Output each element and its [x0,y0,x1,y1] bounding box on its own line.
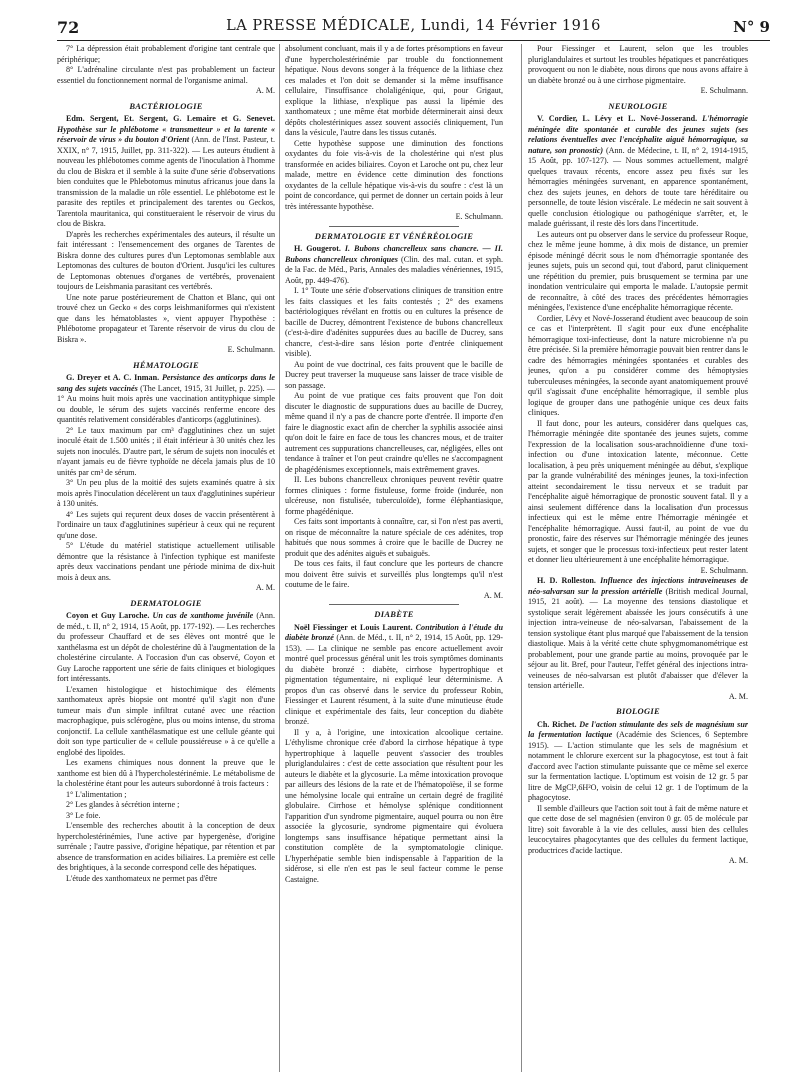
reference-text: (Clin. des mal. cutan. et syph. de la Fac. de Méd., Paris, Annales des maladies vénériennes, 1915, Août, pp. 449-476). [285,254,503,285]
reference-text: (Ann. de méd., t. II, n° 2, 1914, 15 Août, pp. 177-192). — Les recherches du professeur Chauffard et de ses élèves ont montré que le xanthélasma est un dépôt de cholestérine dû à l'augmentation de la cholestérine circulante. A l'occasion d'un cas observé, Coyon et Guy Laroche rapportent une série de faits cliniques et biologiques fort intéressants. [57,611,275,683]
paragraph: Pour Fiessinger et Laurent, selon que les troubles pluriglandulaires et surtout les troubles hépatiques et pancréatiques provoquent ou non le diabète, nous dirons que nous avons affaire à un diabète bronzé ou à une cirrhose pigmentaire. [528,44,748,85]
paragraph: 8° L'adrénaline circulante n'est pas probablement un facteur essentiel du fonctionnement normal de l'organisme animal. [57,65,275,85]
section-rule [329,226,460,227]
paragraph: Au point de vue doctrinal, ces faits prouvent que le bacille de Ducrey peut traverser la muqueuse sans laisser de trace visible de son passage. [285,359,503,390]
section-heading: BACTÉRIOLOGIE [129,100,203,111]
author: H. D. Rolleston. [537,576,596,585]
paragraph: Les auteurs ont pu observer dans le service du professeur Roque, chez le même jeune homme, à dix mois de distance, un premier épisode méningé décrit sous le nom d'hémorragie spontanée des jeunes sujets, puis un second qui, tout d'abord, parut cliniquement une répétition du premier, puis brusquement se termina par une inondation ventriculaire qui emporta le malade. L'autopsie permit de reconnaître, à côté des traces des précédentes hémorragies méningées, l'existence d'une encéphalite hémorragique récente. [528,229,748,312]
paragraph: II. Les bubons chancrelleux chroniques peuvent revêtir quatre formes cliniques : forme fistuleuse, forme froide (indurée, non ulcéreuse, non fistulisée, tuberculoïde), forme éléphantiasique, forme phagédénique. [285,475,503,516]
paragraph: Il faut donc, pour les auteurs, considérer dans quelques cas, l'hémorragie méningée dite spontanée des jeunes sujets, comme l'expression de la localisation sous-arachnoïdienne d'une toxi-infection ou d'une intoxication latente, méconnue. Cette localisation, à peu près uniquement méningée au début, s'explique par la grande vulnérabilité des méninges jeunes, la toxi-infection atteint secondairement le tissu nerveux et se traduit par l'encéphalite aiguë hémorragique de pronostic souvent fatal. Il y a ainsi seulement différence dans la localisation d'un processus infectieux qui est le même entre l'hémorragie méningée et l'encéphalite hémorragique. Aussi faut-il, au point de vue du pronostic, faire des réserves sur l'hémorragie méningée des jeunes sujets, et songer que le processus toxi-infectieux peut rester latent et donner lieu ultérieurement à une encéphalite hémorragique. [528,418,748,564]
signature: A. M. [728,856,748,865]
paragraph: Au point de vue pratique ces faits prouvent que l'on doit discuter le diagnostic de suppurations dues au bacille de Ducrey, même quand il n'y a pas de chancre porte d'entrée. Il importe d'en faire le diagnostic exact afin de chercher la syphilis associée ainsi qu'on doit le faire en face de tous les chancres mous, et de traiter autrement ces suppurations chancrelleuses, car, négligées, elles ont tendance à traîner et l'on peut craindre qu'elles ne s'accompagnent de phagédénismes exceptionnels, mais extrêmement graves. [285,391,503,474]
article-title: L'hémorragie méningée dite spontanée et curable des jeunes sujets (ses relations éventuelles avec l'encéphalite aiguë hémorragique, sa nature, son pronostic) [528,114,748,155]
abstract-entry [285,244,503,286]
paragraph: Cette hypothèse suppose une diminution des fonctions oxydantes du foie vis-à-vis de la cholestérine qui n'est plus transformée en acides biliaires. Coyon et Laroche ont pu, chez leur malade, mettre en évidence cette diminution des fonctions oxydantes de la cellule hépatique vis-à-vis du soufre : c'est là un point de concordance, qui permet de donner un certain poids à leur très intéressante hypothèse. [285,138,503,211]
paragraph: Ces faits sont importants à connaître, car, si l'on n'est pas averti, on risque de méconnaître la nature spéciale de ces adénites, trop habitués que nous sommes à croire que le bacille de Ducrey ne produit que des adénites aiguës et subaiguës. [285,517,503,558]
reference-text: (Académie des Sciences, 6 Septembre 1915). — L'action stimulante que les sels de magnésium et notamment le chlorure exercent sur la phagocytose, est tout à fait d'accord avec l'action stimulante puissante que ce même sel exerce sur la fermentation lactique. L'optimum est voisin de 12 gr. 5 par litre de MgCl²,6H²O, voisin de celui 12 gr. 1 de l'optimum de la phagocytose. [528,730,748,802]
abstract-entry [528,576,748,692]
signature: A. M. [255,583,275,592]
issue-number: N° 9 [733,18,770,36]
list-item: 2° Les glandes à sécrétion interne ; [66,800,180,809]
author: Edm. Sergent, Et. Sergent, G. Lemaire et G. Senevet. [66,114,275,123]
section-heading: DERMATOLOGIE ET VÉNÉRÉOLOGIE [314,230,474,241]
reference-text: (Ann. de Médecine, t. II, n° 2, 1914-1915, 15 Août, pp. 107-127). — Nous sommes actuellement, malgré quelques travaux récents, encore assez peu fixés sur les hémorragies méningées survenant, en apparence spontanément, chez des sujets jeunes, en dehors de toute tare héréditaire ou personnelle, de toute lésion viscérale. Le médecin ne sait souvent à quelle conclusion étiologique ou pathogénique s'arrêter, et, le malade guérissant, il reste dès lors dans l'incertitude. [528,145,748,228]
reference-text: (The Lancet, 1915, 31 Juillet, p. 225). — 1° Au moins huit mois après une vaccination antityphique simple ou double, le sérum des sujets vaccinés renferme encore des quantités relativement considérables d'anticorps (agglutinines). [57,383,275,424]
page-header [57,14,770,40]
article-title: Influence des injections intraveineuses de néo-salvarsan sur la pression artérielle [528,576,748,596]
reference-text: (Ann. de l'Inst. Pasteur, t. XXIX, n° 7, 1915, Juillet, pp. 311-322). — Les auteurs étudient à nouveau les phlébotomes comme agents de l'inoculation à l'homme du clou de Biskra et il semble à la suite d'une série d'observations bien conduites que le Phlebotomus minutus africanus joue dans la transmission de la maladie un rôle essentiel. Le phlébotome est le parasite des reptiles et principalement des tarentes ou Geckos, Tarentola mauritanica, qui constitueraient le réservoir de virus du clou de Biskra. [57,135,275,228]
paragraph: 2° Le taux maximum par cm³ d'agglutinines chez un sujet inoculé était de 1.500 unités ; il était inférieur à 30 unités chez les sujets non inoculés. D'autre part, le sérum de sujets non inoculés et n'ayant jamais eu de fièvre typhoïde ne décela jamais plus de 10 unités par cm³ de sérum. [57,425,275,477]
author: V. Cordier, L. Lévy et L. Nové-Josserand. [537,114,698,123]
abstract-entry [57,114,275,230]
signature: E. Schulmann. [700,565,748,575]
signature: A. M. [483,590,503,600]
signature: A. M. [728,691,748,701]
paragraph: I. 1° Toute une série d'observations cliniques de transition entre les faits classiques et les faits contestés ; 2° des examens bactériologiques révélant en frottis ou en cultures la présence de bacille de Ducrey, démontrent l'existence de bubons chancrelleux (c'est-à-dire d'adénites suppurées dues au bacille de Ducrey, sans chancre, c'est-à-dire sans lésion porte d'entrée cliniquement visible). [285,286,503,358]
author: H. Gougerot. [294,244,341,253]
section-heading: NEUROLOGIE [608,100,668,111]
section-heading: BIOLOGIE [616,706,660,716]
article-title: De l'action stimulante des sels de magnésium sur la fermentation lactique [528,719,748,739]
section-heading: HÉMATOLOGIE [133,359,199,370]
signature: E. Schulmann. [227,345,275,354]
paragraph: Les examens chimiques nous donnent la preuve que le xanthome est bien dû à l'hypercholestérinémie. Le métabolisme de la cholestérine étant pour les auteurs subordonné à trois facteurs : [57,758,275,788]
signature: E. Schulmann. [455,212,503,221]
page-number: 72 [57,18,80,37]
section-heading: DIABÈTE [374,609,414,619]
column-1 [57,44,275,1074]
column-divider [521,44,522,1072]
author: Noël Fiessinger et Louis Laurent. [294,622,413,632]
paragraph: absolument concluant, mais il y a de fortes présomptions en faveur d'une hypercholestérinémie par trouble du fonctionnement hépatique. Nous devons songer à la fréquence de la lithiase chez ces malades et l'on doit se demander si la même insuffisance cellulaire, l'insuffisance cholaligénique, qui, pour Grigaut, explique la lithiase, n'explique pas aussi la lipémie des xanthomateux ; une même état morbide déterminerait ainsi deux dépôts cholestériniques assez souvent associés cliniquement, l'un dans la vésicule, l'autre dans les tissus cutanés. [285,44,503,137]
list-item: 1° L'alimentation ; [66,789,127,799]
paragraph: Une note parue postérieurement de Chatton et Blanc, qui ont trouvé chez un Gecko « des corps leishmaniformes qui n'existent que dans les hématoblastes », vient appuyer l'hypothèse : Phlébotome propagateur et Tarente réservoir de virus du clou de Biskra ». [57,292,275,344]
abstract-entry [528,720,748,804]
column-2 [285,44,503,1074]
paragraph: D'après les recherches expérimentales des auteurs, il résulte un fait intéressant : l'ensemencement des organes de Tarentes de Biskra donne des cultures pures d'un Leptomonas semblable aux Leptomonas des cultures de bouton d'Orient. Jusqu'ici les cultures de Leptomonas obtenues d'organes de vertébrés, provenaient toujours de Leishmania parasitant ces vertébrés. [57,229,275,291]
journal-title: LA PRESSE MÉDICALE, Lundi, 14 Février 1916 [226,18,601,34]
paragraph: L'examen histologique et histochimique des éléments xanthomateux après biopsie ont montré qu'il s'agit non d'une tumeur mais d'un simple infiltrat cutané avec une réaction macrophagique, puis sclérogène, plus ou moins intense, du stroma conjonctif. La cellule xanthélasmatique est une cellule géante qui doit son type particulier de « cellule poussiéreuse » à ce qu'elle a englobé des lipoïdes. [57,684,275,757]
signature: A. M. [255,86,275,95]
reference-text: (Ann. de Méd., t. II, n° 2, 1914, 15 Août, pp. 129-153). — La clinique ne semble pas encore actuellement avoir montré quel processus général unit les trois symptômes dominants du diabète bronzé : diabète, cirrhose hypertrophique et pigmentation tégumentaire, ni expliqué leur déterminisme. A propos d'un cas observé dans le service du professeur Robin, Fiessinger et Laurent résument, à la suite d'une minutieuse étude clinique et expérimentale des faits, leur conception du diabète bronzé. [285,633,503,726]
article-title: Contribution à l'étude du diabète bronzé [285,622,503,642]
paragraph: 3° Un peu plus de la moitié des sujets examinés quatre à six mois après l'inoculation décelèrent un taux d'agglutinines supérieur à 130 unités. [57,478,275,508]
paragraph: Il y a, à l'origine, une intoxication alcoolique certaine. L'éthylisme chronique crée d'abord la cirrhose hépatique à type hypertrophique à laquelle peuvent s'associer des troubles pluriglandulaires : c'est de cette association que résultent pour les auteurs le diabète et la glycosurie. La même intoxication provoque par ailleurs des lésions de la rate et de l'hématopoïèse, il se forme une hémolysine locale qui entraîne un certain degré de fragilité globulaire. Cirrhose et hémolyse splénique conditionnent l'apparition d'un syndrome pigmentaire, auquel pourra ou non être associée la glycosurie, syndrome pigmentaire qui évoluera longtemps sans insuffisance hépatique permettant ainsi la constitution complète de la symptomatologie clinique. L'hyperhépatie semble bien indispensable à l'apparition de la sidérose, si elle n'en est pas le seul facteur comme le pense Castaigne. [285,727,503,884]
paragraph: De tous ces faits, il faut conclure que les porteurs de chancre mou doivent être suivis et surveillés plus longtemps qu'il n'est coutume de le faire. [285,559,503,589]
signature: E. Schulmann. [700,86,748,95]
abstract-entry [57,611,275,685]
author: Ch. Richet. [537,719,577,729]
header-rule [57,40,770,41]
paragraph: Cordier, Lévy et Nové-Josserand étudient avec beaucoup de soin ce cas et l'interprètent. Il s'agit pour eux d'une encéphalite hémorragique toxi-infectieuse, dont la nature microbienne n'a pu être précisée. Si la première hémorragie pouvait bien rentrer dans le cadre des hémorragies méningées spontanées et curables des jeunes, qu'on a pu considérer comme des hémoptysies tuberculeuses méningées, la seconde ayant anatomiquement prouvé qu'il s'agissait d'une encéphalite hémorragique, il semble plus logique de grouper dans une pathogénie unique ces deux faits cliniques. [528,313,748,417]
article-title: Persistance des anticorps dans le sang des sujets vaccinés [57,373,275,393]
paragraph: L'ensemble des recherches aboutit à la conception de deux hypercholestérinémies, l'une active par hypergenèse, d'origine surrénale ; l'autre passive, d'origine hépatique, par rétention et par absence de transformation en acides biliaires. La première est celle des brightiques, à la seconde correspond celle des hépatiques. [57,821,275,872]
abstract-entry [285,623,503,728]
article-title: I. Bubons chancrelleux sans chancre. — II. Bubons chancrelleux chroniques [285,244,503,264]
paragraph: Il semble d'ailleurs que l'action soit tout à fait de même nature et que cette dose de sel magnésien (environ 0 gr. 05 de molécule par litre) soit favorable à la vie des cellules, aussi bien des cellules leucocytaires phagocytantes que des cellules du ferment lactique, productrices d'acide lactique. [528,803,748,855]
paragraph: 4° Les sujets qui reçurent deux doses de vaccin présentèrent à l'ordinaire un taux d'agglutinines supérieur à ceux qui ne reçurent qu'une dose. [57,509,275,540]
article-title: Hypothèse sur le phlébotome « transmetteur » et la tarente « réservoir de virus » du bouton d'Orient [57,124,275,144]
paragraph: 7° La dépression était probablement d'origine tant centrale que périphérique; [57,44,275,64]
column-3 [528,44,748,1074]
reference-text: (British medical Journal, 1915, 21 août). — La moyenne des tensions diastolique et systolique serait légèrement abaissée les jours consécutifs à une injection intra-veineuse de néo-salvarsan, l'abaissement de la tension systolique étant plus marqué que l'abaissement de la tension diastolique. Mais à la vérité cette chute sphygmomanométrique est probablement, pour une grande partie au moins, provoquée par le séjour au lit. Bref, pour l'auteur, l'effet général des injections intra-veineuses de néo-salvarsan est plutôt d'abaisser que d'élever la tension artérielle. [528,586,748,690]
section-heading: DERMATOLOGIE [130,597,202,608]
section-rule [329,604,460,605]
article-title: Un cas de xanthome juvénile [152,611,254,620]
paragraph: L'étude des xanthomateux ne permet pas d'être [66,873,218,883]
column-divider [279,44,280,1072]
abstract-entry [57,373,275,426]
author: Coyon et Guy Laroche. [66,611,150,620]
author: G. Dreyer et A. C. Inman. [66,373,160,382]
abstract-entry [528,114,748,230]
paragraph: 5° L'étude du matériel statistique actuellement utilisable démontre que la résistance à l'infection typhique est manifeste après deux vaccinations pendant une période minima de dix-huit mois à deux ans. [57,541,275,582]
list-item: 3° Le foie. [66,810,101,820]
